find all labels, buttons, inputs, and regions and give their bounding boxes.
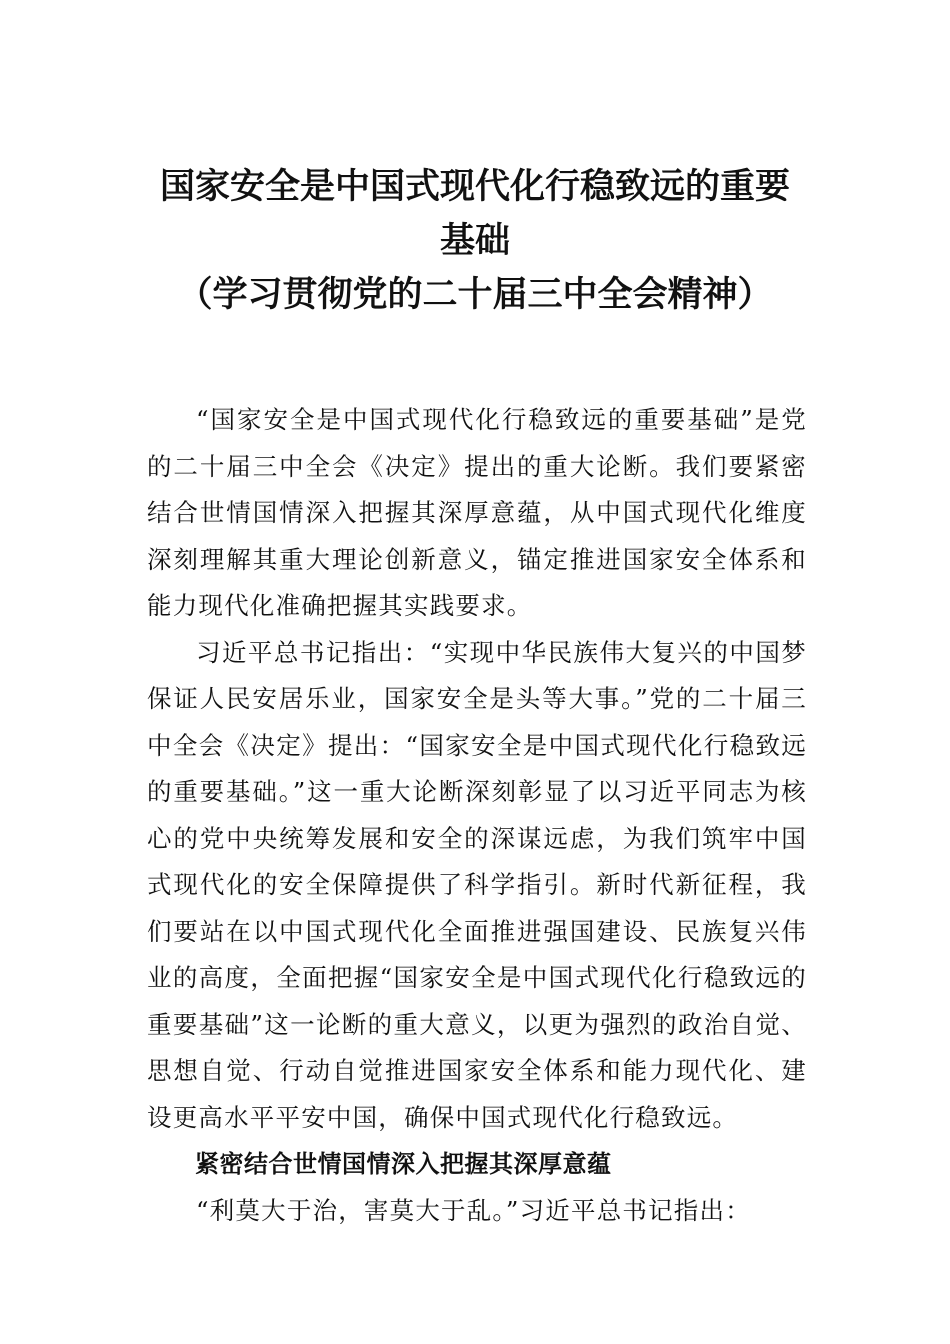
paragraph-main: 习近平总书记指出：“实现中华民族伟大复兴的中国梦保证人民安居乐业，国家安全是头等大事。”党的二十届三中全会《决定》提出：“国家安全是中国式现代化行稳致远的重要基础。”这一重大论断深刻彰显了以习近平同志为核心的党中央统筹发展和安全的深谋远虑，为我们筑牢中国式现代化的安全保障提供了科学指引。新时代新征程，我们要站在以中国式现代化全面推进强国建设、民族复兴伟业的高度，全面把握“国家安全是中国式现代化行稳致远的重要基础”这一论断的重大意义，以更为强烈的政治自觉、思想自觉、行动自觉推进国家安全体系和能力现代化、建设更高水平平安中国，确保中国式现代化行稳致远。 <box>147 637 807 1132</box>
paragraph-intro: “国家安全是中国式现代化行稳致远的重要基础”是党的二十届三中全会《决定》提出的重大论断。我们要紧密结合世情国情深入把握其深厚意蕴，从中国式现代化维度深刻理解其重大理论创新意义，锚定推进国家安全体系和能力现代化准确把握其实践要求。 <box>147 405 807 620</box>
title-line-2: 基础 <box>439 220 510 261</box>
title-line-1: 国家安全是中国式现代化行稳致远的重要 <box>159 166 790 207</box>
document-title <box>130 160 820 322</box>
document-body <box>147 397 807 1234</box>
document-subtitle: （学习贯彻党的二十届三中全会精神） <box>177 274 773 315</box>
paragraph-continuation: “利莫大于治，害莫大于乱。”习近平总书记指出： <box>196 1195 751 1225</box>
section-heading: 紧密结合世情国情深入把握其深厚意蕴 <box>195 1150 612 1178</box>
